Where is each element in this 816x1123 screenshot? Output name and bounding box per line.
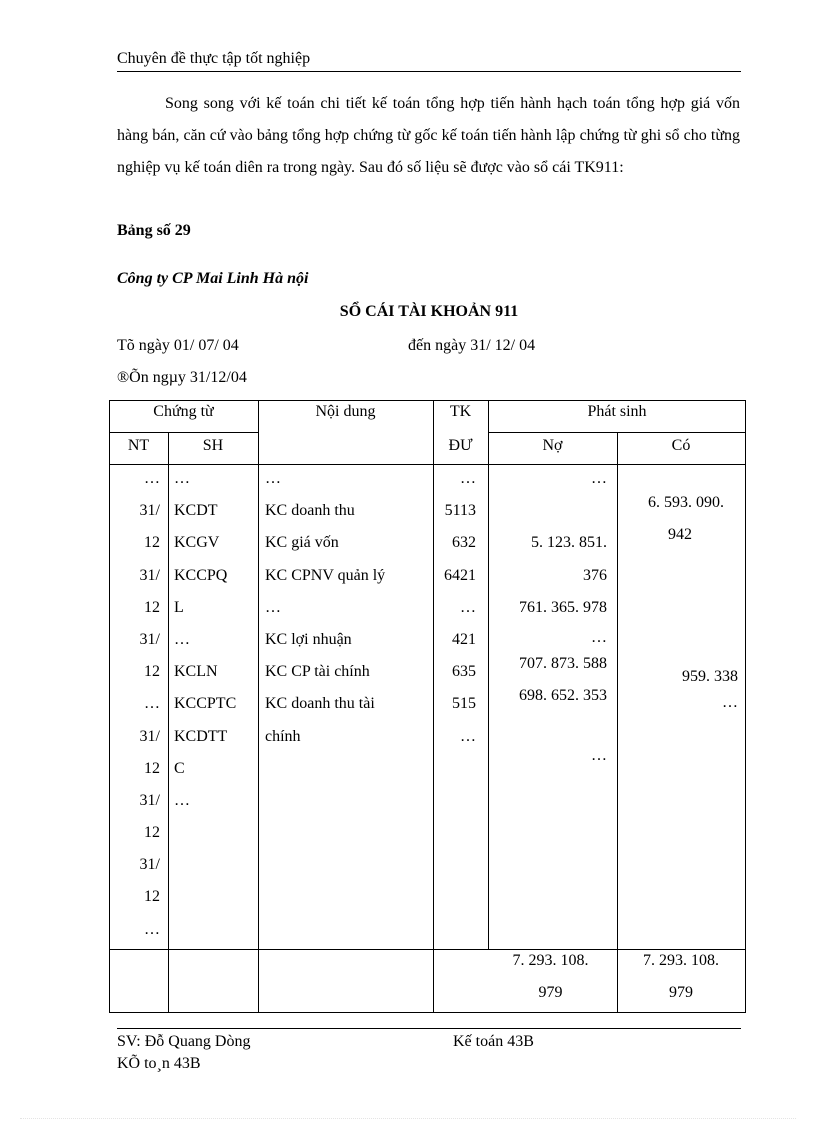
nt-line: … [144,920,160,938]
content-column [265,463,431,753]
header-content: Nội dung [315,403,376,420]
content-line: KC CPNV quản lý [265,566,386,584]
debit-line: … [591,470,607,487]
total-debit-line2: 979 [538,984,563,1001]
total-debit-line1: 7. 293. 108. [512,952,589,969]
sh-line: KCDTT [174,727,228,745]
nt-line: 12 [144,888,160,906]
total-credit-line1: 7. 293. 108. [643,952,719,969]
header-arising: Phát sinh [587,403,647,420]
nt-line: 12 [144,598,160,616]
table-number: Bảng số 29 [117,222,191,239]
nt-line: 12 [144,534,160,552]
nt-line: 31/ [139,502,160,520]
table-border-bottom [109,1012,746,1013]
date-from: Tõ ngày 01/ 07/ 04 [117,337,239,354]
content-line: … [265,598,281,616]
nt-column [110,463,160,946]
debit-column [489,463,607,772]
debit-line: 698. 652. 353 [519,686,607,704]
header-tk-du: ĐƯ [448,437,473,454]
debit-line: … [591,628,607,646]
sh-column [174,463,258,817]
tk-line: … [460,598,476,616]
page-header-title: Chuyên đề thực tập tốt nghiệp [117,50,311,67]
sh-line: KCCPQ [174,566,228,584]
debit-line [489,712,607,740]
header-debit: Nợ [542,437,563,454]
nt-line: 31/ [139,566,160,584]
debit-line: 761. 365. 978 [519,598,607,616]
ledger-title: SỔ CÁI TÀI KHOẢN 911 [339,303,519,320]
tk-line: 421 [452,630,476,648]
content-line: KC doanh thu tài [265,695,375,713]
total-credit-line2: 979 [669,984,693,1001]
tk-line: 5113 [444,502,476,520]
header-nt: NT [127,437,150,454]
nt-line: … [144,695,160,713]
content-line: chính [265,727,301,745]
nt-line: 12 [144,759,160,777]
table-col-divider-nt-sh [168,432,169,1013]
content-line: KC lợi nhuận [265,630,352,648]
nt-line: 31/ [139,791,160,809]
table-col-divider-sh-content [258,400,259,1013]
footer-class: Kế toán 43B [453,1033,534,1050]
credit-line: 942 [668,526,692,544]
sh-line: … [174,791,190,809]
sh-line: … [174,630,190,648]
intro-paragraph [117,88,740,184]
tk-line: 635 [452,663,476,681]
nt-line: … [144,470,160,487]
sh-line: KCCPTC [174,695,237,713]
debit-line: 5. 123. 851. [531,534,607,552]
tk-column [434,463,476,753]
nt-line: 31/ [139,727,160,745]
sh-line: KCGV [174,534,220,552]
tk-line: 515 [452,695,476,713]
header-voucher: Chứng từ [153,403,214,420]
debit-line: 376 [583,566,607,584]
sh-line: KCDT [174,502,218,520]
sh-line: … [174,470,190,487]
table-border-right [745,400,746,1013]
credit-line [618,584,738,616]
intro-paragraph-text: Song song với kế toán chi tiết kế toán tổng hợp tiến hành hạch toán tổng hợp giá vốn hàng bán, căn cứ vào bảng tổng hợp chứng từ gốc kế toán tiến hành lập chứng từ ghi sổ cho từng nghiệp vụ kế toán diên ra trong ngày. Sau đó số liệu sẽ được vào sổ cái TK911: [117,95,740,176]
header-credit: Có [671,437,691,454]
credit-line: … [722,693,738,711]
debit-line [489,495,607,527]
credit-line [618,551,738,583]
credit-column [618,487,738,719]
debit-line: 707. 873. 588 [519,654,607,672]
date-to: đến ngày 31/ 12/ 04 [408,337,536,354]
nt-line: 12 [144,663,160,681]
debit-line: … [591,747,607,765]
credit-line: 6. 593. 090. [648,494,724,511]
page-bottom-border [20,1118,796,1119]
table-total-divider-left [109,949,488,950]
footer-rule [117,1028,741,1029]
credit-line [618,616,738,661]
header-tk: TK [449,403,472,420]
header-sh: SH [202,437,224,454]
content-line: KC CP tài chính [265,663,370,681]
sh-line: L [174,598,184,616]
date-on: ®Õn ngµy 31/12/04 [117,369,247,386]
tk-line: … [460,727,476,745]
nt-line: 31/ [139,856,160,874]
header-rule [117,71,741,72]
tk-line: 632 [452,534,476,552]
sh-line: C [174,759,185,777]
content-line: KC giá vốn [265,534,339,552]
content-line: KC doanh thu [265,502,355,520]
company-name: Công ty CP Mai Linh Hà nội [117,270,309,287]
nt-line: 31/ [139,630,160,648]
credit-line: 959. 338 [682,667,738,685]
sh-line: KCLN [174,663,218,681]
footer-student-name: SV: Đỗ Quang Dòng [117,1033,251,1050]
tk-line: 6421 [444,566,476,584]
nt-line: 12 [144,824,160,842]
tk-line: … [460,470,476,487]
footer-department: KÕ to¸n 43B [117,1055,201,1072]
content-line: … [265,470,281,487]
